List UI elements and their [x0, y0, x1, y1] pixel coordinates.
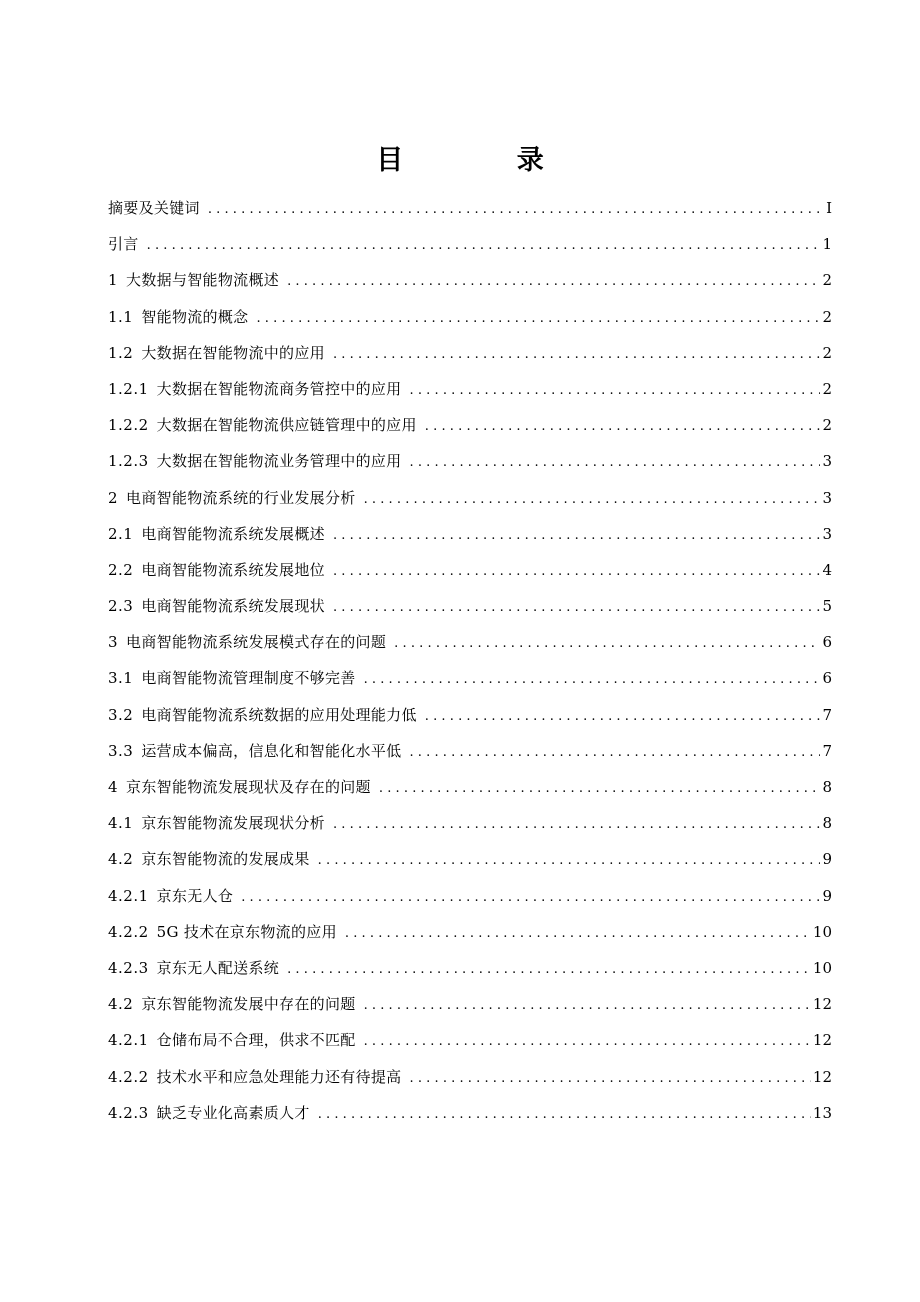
- toc-entry-title: 京东智能物流发展现状分析: [141, 814, 325, 833]
- toc-entry-title: 智能物流的概念: [141, 307, 249, 326]
- toc-entry[interactable]: [108, 769, 832, 805]
- toc-entry-page-number: 12: [812, 995, 832, 1014]
- toc-entry-number: 3.2: [108, 705, 134, 724]
- toc-entry-number: 4.2: [108, 850, 134, 869]
- toc-entry[interactable]: [108, 950, 832, 986]
- toc-entry-title: 大数据在智能物流中的应用: [141, 343, 325, 362]
- toc-dot-leader: [364, 988, 811, 1024]
- toc-entry-title: 电商智能物流系统发展现状: [141, 597, 325, 616]
- toc-entry-number: 2.1: [108, 524, 134, 543]
- toc-entry[interactable]: [108, 660, 832, 696]
- toc-entry-number: 4.2.1: [108, 886, 149, 905]
- toc-dot-leader: [364, 482, 821, 518]
- toc-entry-title: 仓储布局不合理，供求不匹配: [156, 1031, 356, 1050]
- toc-entry[interactable]: [108, 624, 832, 660]
- toc-entry-number: 4.2.1: [108, 1031, 149, 1050]
- toc-entry-page-number: 5: [822, 597, 832, 616]
- toc-entry-title: 电商智能物流系统发展概述: [141, 524, 325, 543]
- toc-dot-leader: [409, 373, 820, 409]
- toc-entry[interactable]: [108, 299, 832, 335]
- table-of-contents: [108, 190, 832, 1131]
- toc-dot-leader: [409, 735, 820, 771]
- toc-entry-number: 3.3: [108, 741, 134, 760]
- toc-dot-leader: [333, 554, 820, 590]
- toc-entry-page-number: 8: [822, 814, 832, 833]
- toc-entry-number: 3.1: [108, 669, 134, 688]
- toc-entry[interactable]: [108, 1022, 832, 1058]
- toc-entry-number: 4.1: [108, 814, 134, 833]
- toc-dot-leader: [364, 1024, 811, 1060]
- toc-entry[interactable]: [108, 1059, 832, 1095]
- toc-entry[interactable]: [108, 914, 832, 950]
- toc-entry-page-number: I: [826, 199, 832, 217]
- toc-entry[interactable]: [108, 552, 832, 588]
- toc-entry-number: 1: [108, 271, 119, 290]
- toc-entry-title: 电商智能物流管理制度不够完善: [141, 669, 356, 688]
- toc-entry-page-number: 12: [812, 1031, 832, 1050]
- toc-entry-title: 京东智能物流发展现状及存在的问题: [126, 778, 371, 796]
- toc-dot-leader: [208, 192, 822, 228]
- toc-dot-leader: [425, 409, 821, 445]
- toc-entry-page-number: 3: [822, 524, 832, 543]
- toc-entry-title: 京东无人仓: [156, 886, 234, 905]
- toc-entry-title: 电商智能物流系统发展地位: [141, 560, 325, 579]
- toc-entry[interactable]: [108, 588, 832, 624]
- toc-entry-page-number: 2: [822, 271, 832, 290]
- toc-entry-number: 2: [108, 488, 119, 507]
- toc-dot-leader: [287, 952, 811, 988]
- toc-dot-leader: [287, 264, 820, 300]
- toc-dot-leader: [147, 228, 821, 264]
- toc-dot-leader: [333, 337, 820, 373]
- toc-entry-page-number: 6: [822, 633, 832, 652]
- toc-entry-page-number: 12: [812, 1067, 832, 1086]
- toc-dot-leader: [318, 1097, 811, 1133]
- toc-entry-number: 2.2: [108, 560, 134, 579]
- toc-entry-number: 4.2.2: [108, 1067, 149, 1086]
- toc-dot-leader: [409, 1061, 810, 1097]
- toc-entry[interactable]: [108, 190, 832, 226]
- page-title: 目 录: [376, 145, 596, 176]
- toc-entry-page-number: 8: [822, 778, 832, 796]
- toc-entry-number: 2.3: [108, 597, 134, 616]
- toc-entry-page-number: 9: [822, 886, 832, 905]
- toc-entry-title: 京东智能物流发展中存在的问题: [141, 995, 356, 1014]
- toc-dot-leader: [379, 771, 821, 807]
- toc-entry-page-number: 13: [812, 1103, 832, 1122]
- toc-entry-page-number: 7: [822, 705, 832, 724]
- toc-entry-page-number: 9: [822, 850, 832, 869]
- toc-entry[interactable]: [108, 986, 832, 1022]
- toc-entry-number: 4: [108, 778, 119, 796]
- toc-entry[interactable]: [108, 443, 832, 479]
- toc-entry-title: 引言: [108, 235, 139, 254]
- toc-entry[interactable]: [108, 262, 832, 298]
- toc-entry-number: 1.1: [108, 307, 134, 326]
- toc-entry[interactable]: [108, 805, 832, 841]
- toc-entry-number: 4.2.3: [108, 958, 149, 977]
- toc-entry-number: 4.2.2: [108, 922, 149, 941]
- toc-entry[interactable]: [108, 733, 832, 769]
- toc-entry-page-number: 2: [822, 379, 832, 398]
- toc-entry-title: 电商智能物流系统的行业发展分析: [126, 488, 356, 507]
- toc-entry-number: 1.2.2: [108, 416, 149, 435]
- toc-entry-page-number: 4: [822, 560, 832, 579]
- toc-entry-page-number: 10: [812, 958, 832, 977]
- toc-entry[interactable]: [108, 841, 832, 877]
- toc-dot-leader: [241, 880, 820, 916]
- toc-entry-page-number: 3: [822, 488, 832, 507]
- toc-entry-title: 大数据在智能物流业务管理中的应用: [156, 452, 402, 471]
- toc-dot-leader: [409, 445, 820, 481]
- toc-entry-title: 技术水平和应急处理能力还有待提高: [156, 1067, 402, 1086]
- toc-entry[interactable]: [108, 480, 832, 516]
- toc-entry-page-number: 1: [822, 235, 832, 254]
- toc-entry[interactable]: [108, 226, 832, 262]
- toc-dot-leader: [364, 662, 821, 698]
- toc-entry-page-number: 10: [812, 922, 832, 941]
- toc-entry-number: 1.2: [108, 343, 134, 362]
- toc-dot-leader: [425, 699, 821, 735]
- toc-entry[interactable]: [108, 697, 832, 733]
- toc-dot-leader: [333, 590, 820, 626]
- toc-entry-title: 5G 技术在京东物流的应用: [156, 922, 337, 941]
- toc-dot-leader: [333, 518, 820, 554]
- toc-entry[interactable]: [108, 878, 832, 914]
- toc-entry-title: 缺乏专业化高素质人才: [156, 1103, 310, 1122]
- toc-entry-title: 京东无人配送系统: [156, 958, 280, 977]
- toc-entry-title: 大数据在智能物流供应链管理中的应用: [156, 416, 417, 435]
- toc-entry-title: 京东智能物流的发展成果: [141, 850, 310, 869]
- toc-entry[interactable]: [108, 371, 832, 407]
- toc-entry[interactable]: [108, 335, 832, 371]
- toc-entry-page-number: 2: [822, 307, 832, 326]
- toc-entry-title: 大数据与智能物流概述: [126, 271, 280, 290]
- toc-entry-title: 摘要及关键词: [108, 199, 200, 217]
- toc-dot-leader: [256, 301, 820, 337]
- toc-entry-page-number: 3: [822, 452, 832, 471]
- toc-entry[interactable]: [108, 516, 832, 552]
- toc-entry-page-number: 7: [822, 741, 832, 760]
- toc-entry-title: 大数据在智能物流商务管控中的应用: [156, 379, 402, 398]
- toc-dot-leader: [318, 843, 821, 879]
- toc-entry-number: 4.2.3: [108, 1103, 149, 1122]
- toc-entry-number: 1.2.3: [108, 452, 149, 471]
- toc-dot-leader: [333, 807, 820, 843]
- toc-entry-page-number: 2: [822, 343, 832, 362]
- toc-entry-title: 电商智能物流系统数据的应用处理能力低: [141, 705, 417, 724]
- toc-entry-title: 电商智能物流系统发展模式存在的问题: [126, 633, 387, 652]
- toc-entry-title: 运营成本偏高，信息化和智能化水平低: [141, 741, 402, 760]
- toc-dot-leader: [345, 916, 811, 952]
- toc-entry-page-number: 6: [822, 669, 832, 688]
- toc-entry-number: 3: [108, 633, 119, 652]
- toc-dot-leader: [394, 626, 820, 662]
- toc-entry-number: 1.2.1: [108, 379, 149, 398]
- toc-entry[interactable]: [108, 1095, 832, 1131]
- toc-entry[interactable]: [108, 407, 832, 443]
- toc-entry-page-number: 2: [822, 416, 832, 435]
- toc-entry-number: 4.2: [108, 995, 134, 1014]
